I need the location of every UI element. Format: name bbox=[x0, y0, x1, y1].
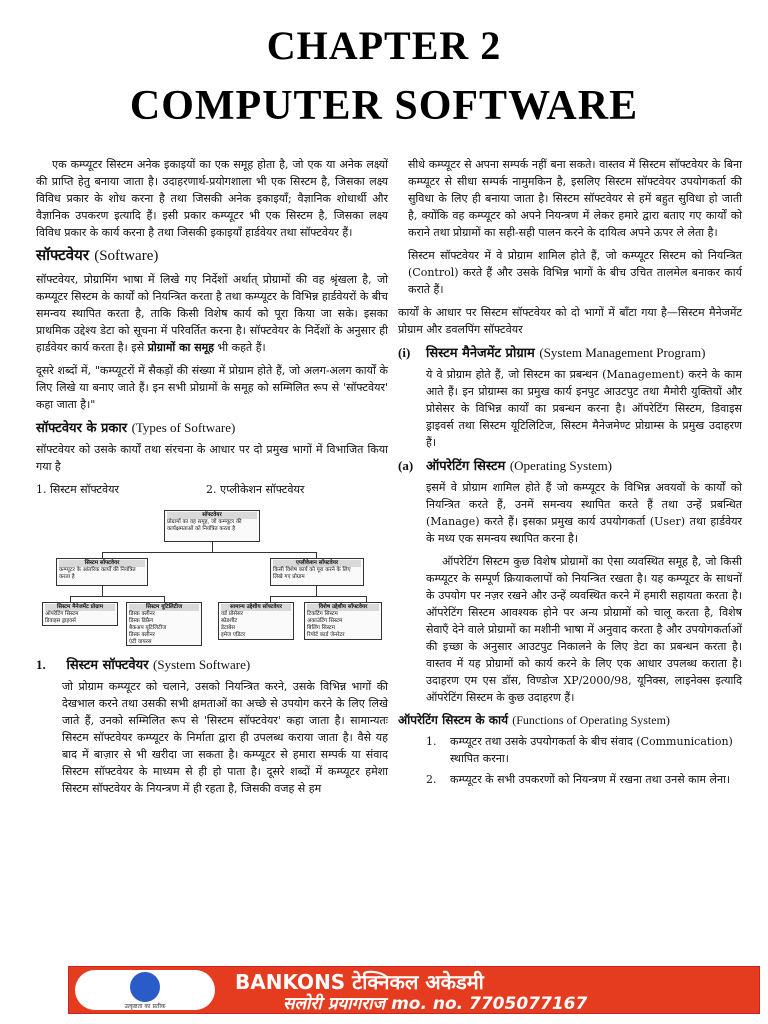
logo-emblem-icon bbox=[130, 972, 160, 1002]
functions-item-text: कम्प्यूटर के सभी उपकरणों को नियन्त्रण में रखना तथा उनसे काम लेना। bbox=[450, 773, 731, 786]
functions-list-item bbox=[426, 771, 742, 788]
diagram-application-title: एप्लीकेशन सॉफ्टवेयर bbox=[273, 560, 361, 567]
os-heading-hi: ऑपरेटिंग सिस्टम bbox=[426, 459, 506, 474]
smp-paragraph: ये वे प्रोग्राम होते हैं, जो सिस्टम का प्रबन्धन (Management) करने के काम आते हैं। इन प्रोग्राम्स का प्रमुख कार्य इनपुट आउटपुट तथा मैमोरी युक्तियों और प्रोसेसर के विभिन्न कार्यों का प्रबन्धन करना है। ऑपरेटिंग सिस्टम, डिवाइस ड्राइवर्स तथा सिस्टम यूटिलिटिज, सिस्टम मैनेजमेण्ट प्रोग्राम्स के प्रमुख उदाहरण हैं। bbox=[426, 368, 742, 449]
diagram-leaf-item: इमेज एडिटर bbox=[221, 632, 246, 638]
diagram-leaf-item: डिस्क क्लीनर bbox=[129, 632, 155, 638]
diagram-leaf-title: सिस्टम यूटिलिटीज bbox=[129, 604, 199, 611]
left-column bbox=[36, 156, 388, 803]
software-paragraph bbox=[36, 271, 388, 356]
intro-paragraph: एक कम्प्यूटर सिस्टम अनेक इकाइयों का एक समूह होता है, जो एक या अनेक लक्ष्यों की प्राप्ति हेतु बनाया जाता है। उदाहरणार्थ-प्रयोगशाला भी एक सिस्टम है, जिसका लक्ष्य विविध प्रकार के शोध करना है तथा जिसकी अनेक इकाइयाँ; वैज्ञानिक शोधार्थी और वैज्ञानिक उपकरण इत्यादि हैं। इसी प्रकार कम्प्यूटर भी एक सिस्टम है, जिसका लक्ष्य विविध प्रकार के कार्य करना है तथा जिसकी इकाइयाँ हार्डवेयर तथा सॉफ्टवेयर हैं। bbox=[36, 158, 388, 239]
software-heading bbox=[36, 247, 388, 265]
diagram-leaf-system-management bbox=[42, 602, 118, 626]
software-diagram bbox=[42, 506, 382, 646]
diagram-leaf-item: अकाउंटिंग सिस्टम bbox=[307, 618, 343, 624]
diagram-leaf-item: डिस्क क्लीनर bbox=[129, 611, 155, 617]
logo-caption: उत्कृष्टता का प्रतीक bbox=[124, 1003, 166, 1010]
diagram-leaf-special-purpose bbox=[304, 602, 382, 640]
os-heading-en: (Operating System) bbox=[509, 458, 613, 473]
diagram-application-text: किसी विशेष कार्य को पूरा करने के लिए लिखे गए प्रोग्राम bbox=[273, 567, 351, 580]
functions-item-number: 1. bbox=[426, 735, 437, 748]
diagram-application bbox=[270, 558, 364, 586]
software-paragraph-2: दूसरे शब्दों में, "कम्प्यूटरों में सैकड़ों की संख्या में प्रोग्राम होते हैं, जो अलग-अलग कार्यों के लिए लिखे या बनाए जाते हैं। इन सभी प्रोग्रामों के समूह को सम्मिलित रूप से 'सॉफ्टवेयर' कहा जाता है।" bbox=[36, 364, 388, 411]
types-heading-en: (Types of Software) bbox=[131, 420, 236, 435]
academy-logo bbox=[75, 970, 215, 1010]
divide-paragraph: कार्यों के आधार पर सिस्टम सॉफ्टवेयर को दो भागों में बाँटा गया है—सिस्टम मैनेजमेंट प्रोग्राम और डवलपिंग सॉफ्टवेयर bbox=[398, 306, 742, 336]
diagram-leaf-item: डेटाबेस bbox=[221, 625, 235, 631]
types-list-item: 2. एप्लीकेशन सॉफ्टवेयर bbox=[206, 483, 305, 496]
smp-heading-en: (System Management Program) bbox=[539, 345, 706, 360]
continued-paragraph: सीधे कम्प्यूटर से अपना सम्पर्क नहीं बना सकते। वास्तव में सिस्टम सॉफ्टवेयर के बिना कम्प्यूटर से सीधा सम्पर्क नामुमकिन है, इसलिए सिस्टम सॉफ्टवेयर उपयोगकर्ता की सुविधा के लिए ही बनाया जाता है। सिस्टम सॉफ्टवेयर से हमें बहुत सुविधा हो जाती है, क्योंकि वह कम्प्यूटर को अपने नियन्त्रण में लेकर हमारे द्वारा बताए गए कार्यों को कराने तथा प्रोग्रामों का सही-सही पालन करने के दायित्व अपने ऊपर ले लेता है। bbox=[408, 158, 742, 239]
system-software-paragraph: जो प्रोग्राम कम्प्यूटर को चलाने, उसको नियन्त्रित करने, उसके विभिन्न भागों की देखभाल करने तथा उसकी सभी क्षमताओं का अच्छे से उपयोग करने के लिए लिखे जाते हैं, उनको सम्मिलित रूप से 'सिस्टम सॉफ्टवेयर' कहा जाता है। सामान्यतः सिस्टम सॉफ्टवेयर कम्प्यूटर के निर्माता द्वारा ही उपलब्ध कराया जाता है। वैसे यह बाद में बाज़ार से भी खरीदा जा सकता है। कम्प्यूटर से हमारा सम्पर्क या संवाद सिस्टम सॉफ्टवेयर के माध्यम से ही हो पाता है। दूसरे शब्दों में कम्प्यूटर हमेशा सिस्टम सॉफ्टवेयर के नियन्त्रण में ही रहता है, जिसकी वजह से हम bbox=[62, 680, 388, 795]
smp-heading bbox=[398, 344, 742, 362]
system-heading-hi: सिस्टम सॉफ्टवेयर bbox=[66, 658, 149, 673]
types-heading bbox=[36, 419, 388, 437]
os-heading-number: (a) bbox=[398, 458, 414, 473]
diagram-root-text: प्रोग्रामों का वह समूह, जो कम्प्यूटर की कार्यक्षमताओं को नियंत्रित करता है bbox=[167, 519, 242, 532]
academy-banner bbox=[68, 966, 760, 1014]
software-text-end: भी कहते हैं। bbox=[214, 341, 266, 354]
diagram-leaf-item: एंटी वायरस bbox=[129, 639, 152, 645]
functions-heading bbox=[398, 712, 742, 729]
chapter-number: CHAPTER 2 bbox=[266, 23, 502, 68]
diagram-system bbox=[56, 558, 148, 586]
types-list bbox=[36, 481, 388, 498]
diagram-leaf-item: बिलिंग सिस्टम bbox=[307, 625, 335, 631]
software-bold-term: प्रोग्रामों का समूह bbox=[147, 341, 215, 354]
continued-paragraph-2: सिस्टम सॉफ्टवेयर में वे प्रोग्राम शामिल होते हैं, जो कम्प्यूटर सिस्टम को नियन्त्रित (Control) करते हैं और उसके विभिन्न भागों के बीच उचित तालमेल बनाकर कार्य कराते हैं। bbox=[408, 249, 742, 296]
banner-academy-name: BANKONS टेक्निकल अकेडमी bbox=[235, 970, 484, 994]
software-heading-en: (Software) bbox=[94, 248, 159, 264]
functions-heading-hi: ऑपरेटिंग सिस्टम के कार्य bbox=[398, 713, 509, 727]
right-column bbox=[398, 156, 742, 788]
diagram-system-title: सिस्टम सॉफ्टवेयर bbox=[59, 560, 145, 567]
banner-contact: सलोरी प्रयागराज mo. no. 7705077167 bbox=[283, 994, 588, 1014]
software-text: सॉफ्टवेयर, प्रोग्रामिंग भाषा में लिखे गए निर्देशों अर्थात् प्रोग्रामों की वह श्रृंखला है, जो कम्प्यूटर सिस्टम के कार्यों को नियन्त्रित करता है तथा कम्प्यूटर के विभिन्न हार्डवेयरों के बीच समन्वय स्थापित करता है, ताकि किसी विशेष कार्य को पूरा किया जा सके। इसका प्राथमिक उद्देश्य डेटा को सूचना में परिवर्तित करना है। सॉफ्टवेयर के निर्देशों के अनुसार ही हार्डवेयर कार्य करता है। इसे bbox=[36, 273, 388, 354]
diagram-root bbox=[164, 510, 260, 542]
diagram-leaf-item: डिवाइस ड्राइवर्स bbox=[45, 618, 76, 624]
diagram-leaf-item: रिपोर्ट कार्ड जेनरेटर bbox=[307, 632, 345, 638]
system-heading-number: 1. bbox=[36, 657, 46, 672]
types-list-item: 1. सिस्टम सॉफ्टवेयर bbox=[36, 483, 120, 496]
diagram-system-text: कम्प्यूटर के आंतरिक कार्यों की नियंत्रित करता है bbox=[59, 567, 136, 580]
software-heading-hi: सॉफ्टवेयर bbox=[36, 246, 89, 264]
os-heading bbox=[398, 457, 742, 475]
smp-heading-hi: सिस्टम मैनेजमेंट प्रोग्राम bbox=[426, 346, 535, 361]
functions-heading-en: (Functions of Operating System) bbox=[512, 713, 670, 727]
diagram-leaf-item: टिकटिंग सिस्टम bbox=[307, 611, 338, 617]
chapter-title: COMPUTER SOFTWARE bbox=[129, 83, 639, 129]
functions-list-item bbox=[426, 733, 742, 767]
functions-item-number: 2. bbox=[426, 773, 437, 786]
types-paragraph: सॉफ्टवेयर को उसके कार्यों तथा संरचना के आधार पर दो प्रमुख भागों में विभाजित किया गया है bbox=[36, 443, 388, 473]
diagram-leaf-system-utilities bbox=[126, 602, 202, 646]
diagram-leaf-item: बैकअप यूटिलिटीज bbox=[129, 625, 167, 631]
diagram-leaf-title: सिस्टम मैनेजमेंट प्रोग्राम bbox=[45, 604, 115, 611]
diagram-root-title: सॉफ्टवेयर bbox=[167, 512, 257, 519]
diagram-leaf-title: विशेष उद्देशीय सॉफ्टवेयर bbox=[307, 604, 379, 611]
os-paragraph-2: ऑपरेटिंग सिस्टम कुछ विशेष प्रोग्रामों का ऐसा व्यवस्थित समूह है, जो किसी कम्प्यूटर के सम्पूर्ण क्रियाकलापों को नियन्त्रित रखता है। यह कम्प्यूटर के साधनों के उपयोग पर नज़र रखने और उन्हें व्यवस्थित करने में हमारी सहायता करता है। ऑपरेटिंग सिस्टम आवश्यक होने पर अन्य प्रोग्रामों को चालू करता है, विशेष सेवाएँ देने वाले प्रोग्रामों का मशीनी भाषा में अनुवाद करता है और उपयोगकर्ताओं की इच्छा के अनुसार आउटपुट निकालने के लिए डेटा का प्रबन्धन करता है। वास्तव में यह प्रोग्रामों को कार्य करने के लिए एक आधार उपलब्ध कराता है। उदाहरण एम एस डॉस, विण्डोज XP/2000/98, यूनिक्स, लाइनेक्स इत्यादि ऑपरेटिंग सिस्टम के कुछ उदाहरण हैं। bbox=[426, 555, 742, 704]
diagram-leaf-item: स्प्रेडशीट bbox=[221, 618, 238, 624]
os-paragraph-1: इसमें वे प्रोग्राम शामिल होते हैं जो कम्प्यूटर के विभिन्न अवयवों के कार्यों को नियन्त्रित करते हैं, उनमें समन्वय स्थापित करते हैं तथा उन्हें प्रबन्धित (Manage) करते हैं। इसका प्रमुख कार्य उपयोगकर्ता (User) तथा हार्डवेयर के मध्य एक समन्वय स्थापित करना है। bbox=[426, 481, 742, 545]
diagram-leaf-title: सामान्य उद्देशीय सॉफ्टवेयर bbox=[221, 604, 291, 611]
system-heading-en: (System Software) bbox=[153, 657, 251, 672]
smp-heading-number: (i) bbox=[398, 345, 411, 360]
types-heading-hi: सॉफ्टवेयर के प्रकार bbox=[36, 421, 128, 436]
functions-item-text: कम्प्यूटर तथा उसके उपयोगकर्ता के बीच संवाद (Communication) स्थापित करना। bbox=[450, 735, 733, 765]
diagram-leaf-item: वर्ड प्रोसेसर bbox=[221, 611, 243, 617]
diagram-leaf-general-purpose bbox=[218, 602, 294, 640]
diagram-leaf-item: ऑपरेटिंग सिस्टम bbox=[45, 611, 79, 617]
diagram-leaf-item: डिस्क डिफ्रैग bbox=[129, 618, 154, 624]
system-software-heading bbox=[36, 656, 388, 674]
